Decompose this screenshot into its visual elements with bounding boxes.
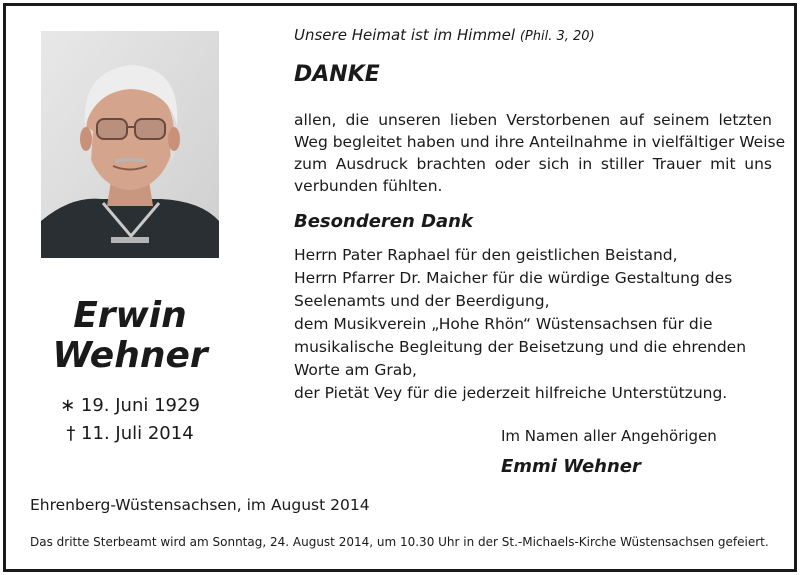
thanks-line: verbunden fühlten. <box>294 177 443 195</box>
special-thanks-line: Herrn Pfarrer Dr. Maicher für die würdige Gestaltung des <box>294 269 733 287</box>
memorial-mass-note: Das dritte Sterbeamt wird am Sonntag, 24. August 2014, um 10.30 Uhr in der St.-Michaels-Kirche Wüstensachsen gefeiert. <box>30 535 769 549</box>
deceased-last-name: Wehner <box>52 335 208 376</box>
special-thanks-line: dem Musikverein „Hohe Rhön“ Wüstensachsen für die <box>294 315 713 333</box>
special-thanks-line: musikalische Begleitung der Beisetzung und die ehrenden <box>294 338 747 356</box>
special-thanks-line: Worte am Grab, <box>294 361 417 379</box>
signoff-name: Emmi Wehner <box>501 456 641 477</box>
special-thanks-line: Herrn Pater Raphael für den geistlichen Beistand, <box>294 246 678 264</box>
thanks-line: Weg begleitet haben und ihre Anteilnahme in vielfältiger Weise <box>294 133 786 151</box>
quote-reference: (Phil. 3, 20) <box>519 29 595 44</box>
signoff-line: Im Namen aller Angehörigen <box>501 427 717 445</box>
quote-text: Unsere Heimat ist im Himmel <box>294 26 516 44</box>
special-thanks-line: der Pietät Vey für die jederzeit hilfreiche Unterstützung. <box>294 384 728 402</box>
special-thanks-heading: Besonderen Dank <box>294 211 473 232</box>
death-date: † 11. Juli 2014 <box>66 423 194 444</box>
portrait-photo <box>41 31 219 258</box>
place-date: Ehrenberg-Wüstensachsen, im August 2014 <box>30 496 370 514</box>
birth-date: ∗ 19. Juni 1929 <box>60 395 200 416</box>
thanks-line: allen, die unseren lieben Verstorbenen auf seinem letzten <box>294 111 772 129</box>
deceased-first-name: Erwin <box>73 295 187 336</box>
bible-quote <box>294 26 595 44</box>
thanks-heading: DANKE <box>294 62 380 87</box>
special-thanks-line: Seelenamts und der Beerdigung, <box>294 292 550 310</box>
thanks-line: zum Ausdruck brachten oder sich in stiller Trauer mit uns <box>294 155 772 173</box>
